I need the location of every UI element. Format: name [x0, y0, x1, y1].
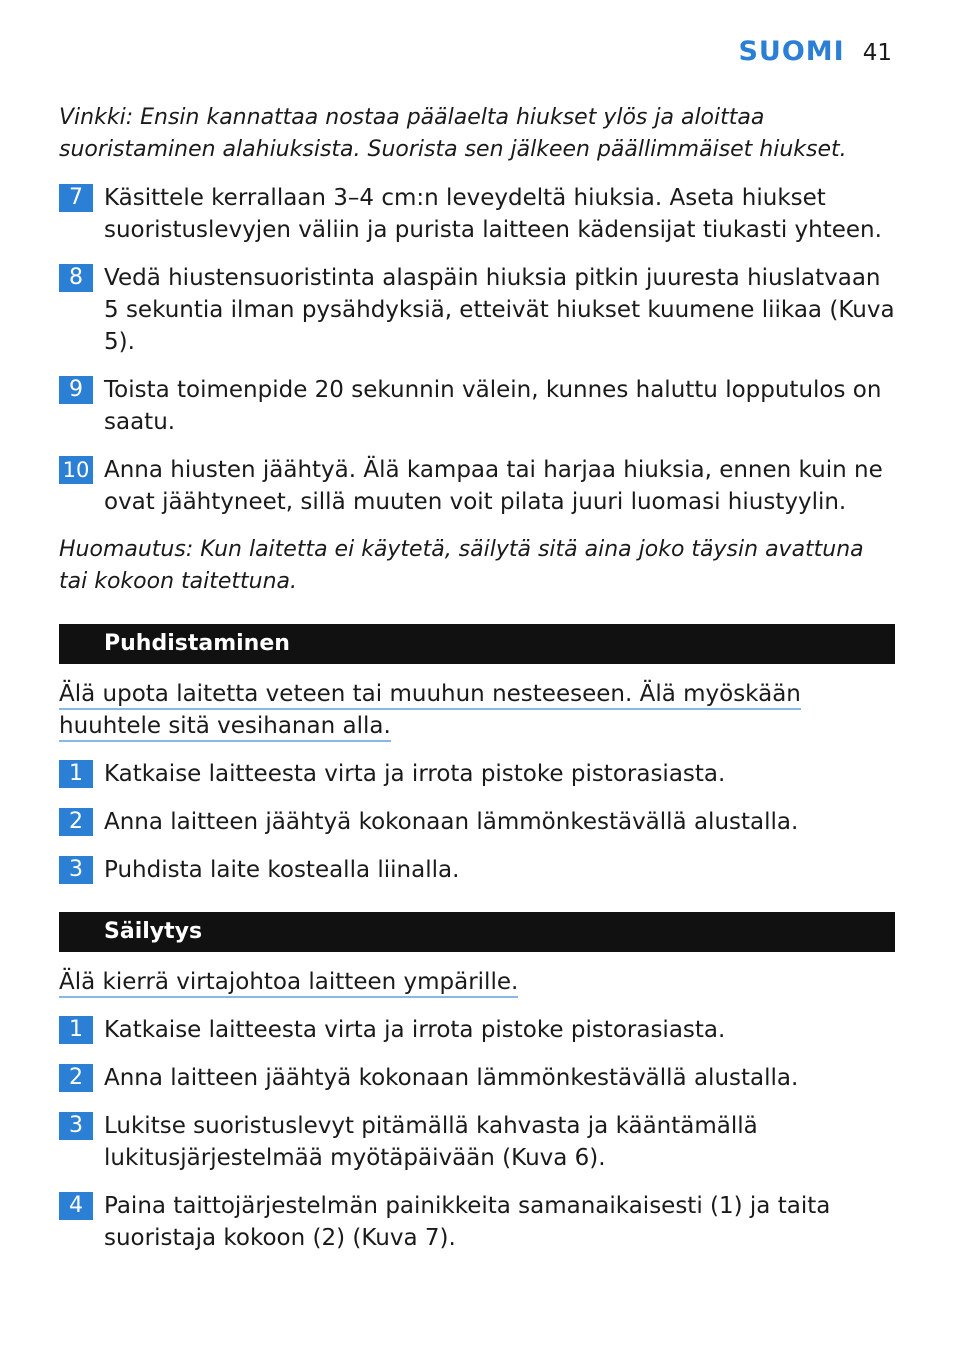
- step-number: 4: [59, 1192, 93, 1220]
- cleaning-step-3: [59, 854, 895, 886]
- page-header: [738, 36, 892, 67]
- step-7: [59, 182, 895, 246]
- step-number: 2: [59, 1064, 93, 1092]
- step-text: Käsittele kerrallaan 3–4 cm:n leveydeltä hiuksia. Aseta hiukset suoristuslevyjen väliin ja purista laitteen kädensijat tiukasti yhteen.: [104, 185, 882, 243]
- step-text: Puhdista laite kostealla liinalla.: [104, 857, 460, 883]
- step-text: Katkaise laitteesta virta ja irrota pistoke pistorasiasta.: [104, 1017, 726, 1043]
- storage-step-3: [59, 1110, 895, 1174]
- step-number: 3: [59, 856, 93, 884]
- storage-warning-text: Älä kierrä virtajohtoa laitteen ympärille.: [59, 969, 518, 998]
- step-number: 1: [59, 1016, 93, 1044]
- storage-step-2: [59, 1062, 895, 1094]
- storage-step-4: [59, 1190, 895, 1254]
- step-text: Katkaise laitteesta virta ja irrota pistoke pistorasiasta.: [104, 761, 726, 787]
- step-number: 10: [59, 456, 93, 484]
- step-text: Toista toimenpide 20 sekunnin välein, kunnes haluttu lopputulos on saatu.: [104, 377, 882, 435]
- cleaning-step-2: [59, 806, 895, 838]
- step-text: Anna hiusten jäähtyä. Älä kampaa tai harjaa hiuksia, ennen kuin ne ovat jäähtyneet, sillä muuten voit pilata juuri luomasi hiustyylin.: [104, 457, 883, 515]
- tip-note: Vinkki: Ensin kannattaa nostaa päälaelta hiukset ylös ja aloittaa suoristaminen alahiuksista. Suorista sen jälkeen päällimmäiset hiukset.: [59, 105, 847, 162]
- cleaning-warning-line1: Älä upota laitetta veteen tai muuhun nesteeseen. Älä myöskään: [59, 681, 801, 710]
- cleaning-warning-line2: huuhtele sitä vesihanan alla.: [59, 713, 391, 742]
- step-9: [59, 374, 895, 438]
- page-content: [59, 102, 895, 1270]
- page-number: 41: [862, 40, 892, 66]
- step-number: 2: [59, 808, 93, 836]
- step-number: 7: [59, 184, 93, 212]
- step-text: Paina taittojärjestelmän painikkeita samanaikaisesti (1) ja taita suoristaja kokoon (2) (Kuva 7).: [104, 1193, 831, 1251]
- step-8: [59, 262, 895, 358]
- step-text: Lukitse suoristuslevyt pitämällä kahvasta ja kääntämällä lukitusjärjestelmää myötäpäivään (Kuva 6).: [104, 1113, 758, 1171]
- language-label: SUOMI: [738, 36, 845, 67]
- storage-step-1: [59, 1014, 895, 1046]
- step-text: Anna laitteen jäähtyä kokonaan lämmönkestävällä alustalla.: [104, 809, 799, 835]
- step-number: 3: [59, 1112, 93, 1140]
- step-text: Anna laitteen jäähtyä kokonaan lämmönkestävällä alustalla.: [104, 1065, 799, 1091]
- step-number: 8: [59, 264, 93, 292]
- cleaning-step-1: [59, 758, 895, 790]
- remark-note: Huomautus: Kun laitetta ei käytetä, säilytä sitä aina joko täysin avattuna tai kokoon taitettuna.: [59, 537, 864, 594]
- section-heading-storage: Säilytys: [59, 912, 895, 952]
- step-number: 1: [59, 760, 93, 788]
- step-number: 9: [59, 376, 93, 404]
- cleaning-warning: [59, 678, 895, 742]
- section-heading-cleaning: Puhdistaminen: [59, 624, 895, 664]
- step-text: Vedä hiustensuoristinta alaspäin hiuksia pitkin juuresta hiuslatvaan 5 sekuntia ilman pysähdyksiä, etteivät hiukset kuumene liikaa (Kuva 5).: [104, 265, 895, 355]
- storage-warning: [59, 966, 895, 998]
- step-10: [59, 454, 895, 518]
